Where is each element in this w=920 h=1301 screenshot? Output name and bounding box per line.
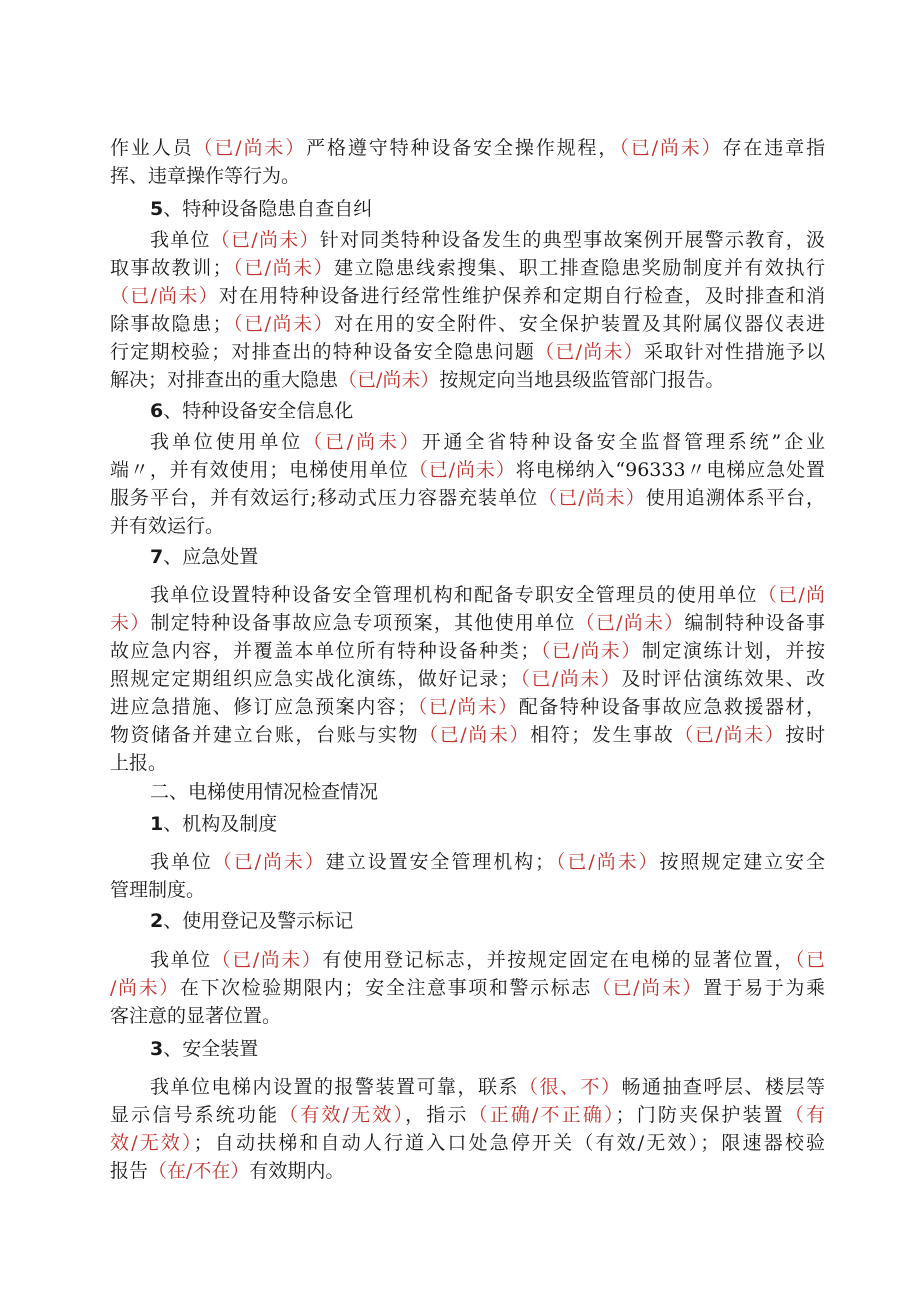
text-span: 使用追溯体系平台， (645, 487, 825, 509)
option-choice: （已/尚未） (554, 851, 660, 873)
text-span: 我单位 (150, 949, 212, 971)
option-choice: （已/尚未） (591, 977, 703, 999)
text-span: 取事故教训； (110, 257, 232, 279)
text-span: 服务平台，并有效运行;移动式压力容器充装单位 (110, 487, 539, 509)
text-span: 挥、违章操作等行为。 (110, 165, 301, 187)
text-span: 除事故隐患； (110, 313, 232, 335)
section-number: 7 (150, 546, 164, 568)
section-heading (150, 810, 277, 838)
text-span: 、使用登记及警示标记 (163, 910, 354, 932)
text-line (110, 134, 825, 162)
option-choice: （已/尚未） (535, 341, 645, 363)
option-choice: （已/尚未） (408, 459, 516, 481)
text-span: 按照规定建立安全 (659, 851, 825, 873)
text-line (150, 848, 825, 876)
text-span: ，指示 (405, 1104, 469, 1126)
option-choice: （已/尚未） (212, 851, 326, 873)
option-choice: （已/尚未） (416, 696, 519, 718)
text-span: 制定演练计划，并按 (641, 640, 825, 662)
option-choice: （已/尚未） (539, 640, 642, 662)
section-heading (150, 543, 258, 571)
text-line (110, 974, 825, 1002)
text-span: 、安全装置 (163, 1038, 259, 1060)
section-heading (150, 195, 372, 223)
text-span: 故应急内容，并覆盖本单位所有特种设备种类； (110, 640, 540, 662)
text-span: 及时评估演练效果、改 (621, 668, 825, 690)
text-line (110, 1129, 825, 1157)
section-heading (150, 397, 353, 425)
text-span: 我单位电梯内设置的报警装置可靠，联系 (150, 1076, 519, 1098)
section-number: 3 (150, 1038, 164, 1060)
text-span: 按时 (785, 724, 825, 746)
text-span: 畅通抽查呼层、楼层等 (621, 1076, 825, 1098)
text-span: 置于易于为乘 (702, 977, 825, 999)
text-line (110, 1002, 281, 1030)
text-line (110, 338, 825, 366)
text-span: 相符；发生事故 (530, 724, 675, 746)
text-span: ；自动扶梯和自动人行道入口处急停开关（有效/无效）；限速器校验 (193, 1132, 826, 1154)
option-choice: （有效/无效） (279, 1104, 406, 1126)
text-span: 编制特种设备事 (684, 612, 825, 634)
text-span: 采取针对性措施予以 (644, 341, 825, 363)
text-line (110, 1157, 344, 1185)
text-span: 、特种设备安全信息化 (163, 400, 354, 422)
option-choice: （已/尚未） (231, 313, 335, 335)
section-number: 1 (150, 813, 164, 835)
text-line (150, 581, 825, 609)
option-choice: （已/尚未） (211, 949, 323, 971)
text-line (110, 310, 825, 338)
text-line (110, 1101, 825, 1129)
text-span: ；门防夹保护装置 (615, 1104, 785, 1126)
option-choice: （已/尚未） (303, 431, 422, 453)
option-choice: （已/尚未） (338, 369, 440, 391)
text-span: 解决；对排查出的重大隐患 (110, 369, 339, 391)
option-choice: （有 (784, 1104, 825, 1126)
section-number: 5 (150, 198, 164, 220)
text-line (110, 512, 224, 540)
text-span: 并有效运行。 (110, 515, 225, 537)
text-span: 对在用特种设备进行经常性维护保养和定期自行检查，及时排查和消 (218, 285, 825, 307)
text-span: 有效期内。 (249, 1160, 345, 1182)
option-choice: （已/尚未） (231, 257, 335, 279)
text-span: 严格遵守特种设备安全操作规程， (306, 137, 620, 159)
text-span: 二、电梯使用情况检查情况 (150, 781, 379, 803)
option-choice: （已/尚未） (575, 612, 685, 634)
text-span: 建立隐患线索搜集、职工排查隐患奖励制度并有效执行 (334, 257, 825, 279)
text-span: 客注意的显著位置。 (110, 1005, 282, 1027)
text-line (110, 876, 205, 904)
text-line (110, 484, 825, 512)
text-line (110, 456, 825, 484)
option-choice: （在/不在） (148, 1160, 250, 1182)
text-span: 、应急处置 (163, 546, 259, 568)
option-choice: （已/尚未） (619, 137, 723, 159)
text-span: 我单位 (150, 229, 211, 251)
text-line (150, 778, 378, 806)
text-span: 在下次检验期限内；安全注意事项和警示标志 (179, 977, 592, 999)
section-heading (150, 1035, 258, 1063)
option-choice: （已/尚未） (538, 487, 646, 509)
text-line (110, 749, 167, 777)
option-choice: （已/尚未） (210, 229, 320, 251)
text-span: 有使用登记标志，并按规定固定在电梯的显著位置， (322, 949, 795, 971)
text-line (110, 637, 825, 665)
text-line (110, 665, 825, 693)
option-choice: （已/尚未） (193, 137, 307, 159)
text-span: 存在违章指 (722, 137, 825, 159)
text-line (110, 609, 825, 637)
text-span: 管理制度。 (110, 879, 206, 901)
text-span: 配备特种设备事故应急救援器材， (518, 696, 825, 718)
text-span: 对在用的安全附件、安全保护装置及其附属仪器仪表进 (334, 313, 825, 335)
text-span: 照规定定期组织应急实战化演练，做好记录； (110, 668, 519, 690)
option-choice: （已/尚未） (518, 668, 622, 690)
text-line (110, 693, 825, 721)
section-number: 2 (150, 910, 164, 932)
text-span: 物资储备并建立台账，台账与实物 (110, 724, 420, 746)
option-choice: /尚未） (110, 977, 180, 999)
text-span: 显示信号系统功能 (110, 1104, 280, 1126)
text-span: 按规定向当地县级监管部门报告。 (439, 369, 725, 391)
text-span: 进应急措施、修订应急预案内容； (110, 696, 417, 718)
text-span: 端〃，并有效使用；电梯使用单位 (110, 459, 409, 481)
option-choice: （已 (794, 949, 825, 971)
option-choice: （已/尚未） (419, 724, 531, 746)
text-span: 报告 (110, 1160, 149, 1182)
option-choice: （已/尚未） (674, 724, 786, 746)
text-span: 、特种设备隐患自查自纠 (163, 198, 373, 220)
text-span: 制定特种设备事故应急专项预案，其他使用单位 (150, 612, 576, 634)
text-span: 开通全省特种设备安全监督管理系统”企业 (421, 431, 825, 453)
option-choice: （已/尚 (757, 584, 825, 606)
text-line (150, 428, 825, 456)
option-choice: 效/无效） (110, 1132, 194, 1154)
text-span: 针对同类特种设备发生的典型事故案例开展警示教育，汲 (319, 229, 825, 251)
text-line (110, 282, 825, 310)
text-span: 我单位 (150, 851, 213, 873)
text-span: 建立设置安全管理机构； (325, 851, 555, 873)
text-line (110, 721, 825, 749)
text-span: 将电梯纳入“96333〃电梯应急处置 (515, 459, 825, 481)
text-line (110, 162, 300, 190)
text-span: 我单位设置特种设备安全管理机构和配备专职安全管理员的使用单位 (150, 584, 758, 606)
text-span: 行定期校验；对排查出的特种设备安全隐患问题 (110, 341, 536, 363)
text-span: 、机构及制度 (163, 813, 278, 835)
text-span: 我单位使用单位 (150, 431, 304, 453)
option-choice: 未） (110, 612, 151, 634)
text-line (150, 946, 825, 974)
option-choice: （正确/不正确） (468, 1104, 616, 1126)
text-span: 上报。 (110, 752, 168, 774)
text-line (150, 226, 825, 254)
text-line (110, 254, 825, 282)
option-choice: （已/尚未） (110, 285, 219, 307)
section-number: 6 (150, 400, 164, 422)
text-span: 作业人员 (110, 137, 194, 159)
text-line (150, 1073, 825, 1101)
section-heading (150, 907, 353, 935)
option-choice: （很、不） (518, 1076, 622, 1098)
text-line (110, 366, 724, 394)
